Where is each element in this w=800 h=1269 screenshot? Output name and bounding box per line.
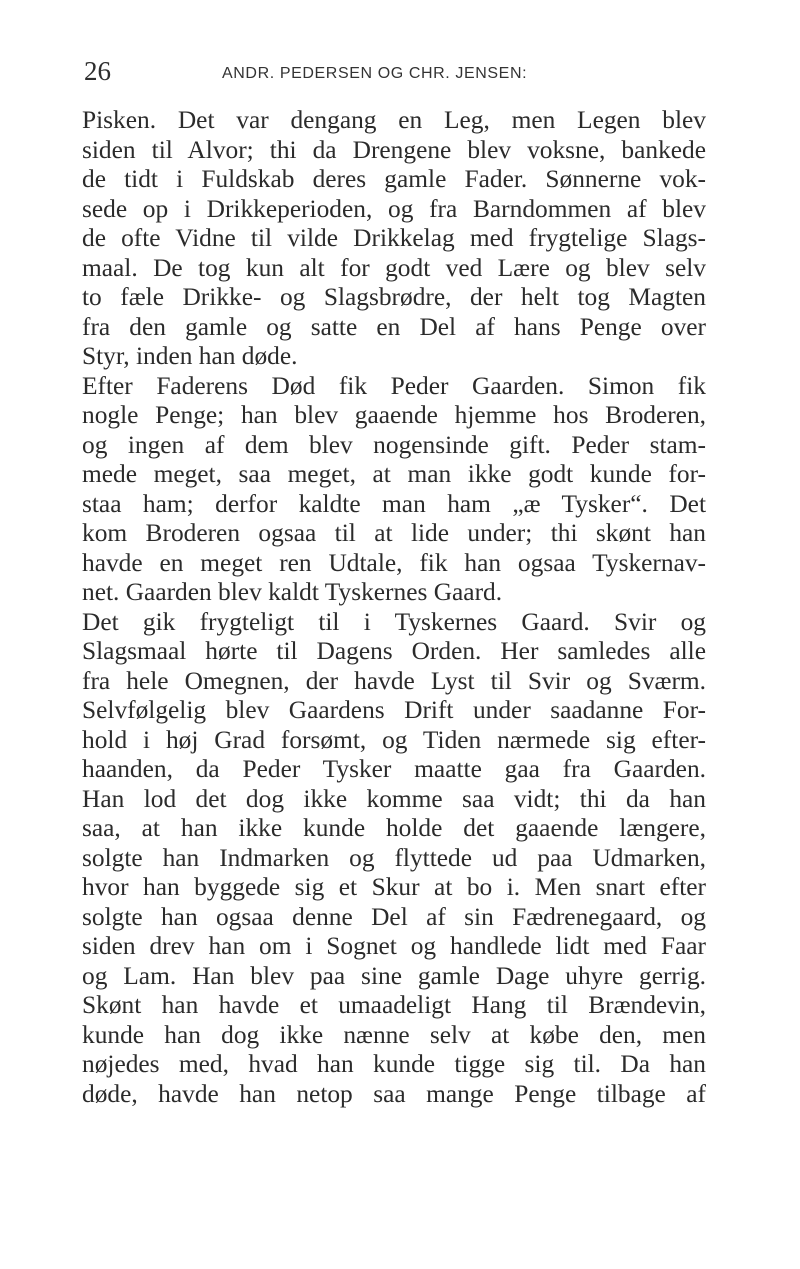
paragraph-2 [82, 372, 706, 608]
text-line: Selvfølgelig blev Gaardens Drift under saadanne For- [82, 696, 706, 724]
text-line: Slagsmaal hørte til Dagens Orden. Her samledes alle [82, 637, 706, 665]
text-line: Styr, inden han døde. [82, 342, 298, 370]
text-line: solgte han Indmarken og flyttede ud paa Udmarken, [82, 843, 706, 872]
text-line: siden drev han om i Sognet og handlede lidt med Faar [82, 932, 706, 960]
text-line: haanden, da Peder Tysker maatte gaa fra Gaarden. [82, 755, 706, 783]
running-header [84, 56, 704, 96]
text-line: døde, havde han netop saa mange Penge tilbage af [82, 1079, 706, 1108]
text-line: Han lod det dog ikke komme saa vidt; thi da han [82, 784, 706, 813]
text-line: solgte han ogsaa denne Del af sin Fædrenegaard, og [82, 902, 706, 931]
text-line: og ingen af dem blev nogensinde gift. Peder stam- [82, 430, 706, 459]
text-line: de tidt i Fuldskab deres gamle Fader. Sønnerne vok- [82, 165, 706, 193]
text-line: havde en meget ren Udtale, fik han ogsaa Tyskernav- [82, 548, 706, 577]
text-line: og Lam. Han blev paa sine gamle Dage uhyre gerrig. [82, 961, 706, 990]
text-line: kunde han dog ikke nænne selv at købe den, men [82, 1020, 706, 1049]
text-line: to fæle Drikke- og Slagsbrødre, der helt tog Magten [82, 283, 706, 311]
text-line: sede op i Drikkeperioden, og fra Barndommen af blev [82, 194, 706, 223]
text-line: siden til Alvor; thi da Drengene blev voksne, bankede [82, 135, 706, 164]
body-text [82, 106, 706, 1109]
text-line: kom Broderen ogsaa til at lide under; thi skønt han [82, 519, 706, 547]
text-line: net. Gaarden blev kaldt Tyskernes Gaard. [82, 578, 503, 606]
paragraph-1 [82, 106, 706, 372]
text-line: fra hele Omegnen, der havde Lyst til Svir og Sværm. [82, 666, 706, 695]
text-line: hold i høj Grad forsømt, og Tiden nærmede sig efter- [82, 725, 706, 754]
page-number: 26 [84, 56, 111, 86]
text-line: staa ham; derfor kaldte man ham „æ Tysker“. Det [82, 489, 706, 518]
text-line: saa, at han ikke kunde holde det gaaende længere, [82, 814, 706, 842]
text-line: maal. De tog kun alt for godt ved Lære og blev selv [82, 253, 706, 282]
text-line: nøjedes med, hvad han kunde tigge sig til. Da han [82, 1050, 706, 1078]
text-line: Skønt han havde et umaadeligt Hang til Brændevin, [82, 991, 706, 1019]
text-line: fra den gamle og satte en Del af hans Penge over [82, 312, 706, 341]
text-line: hvor han byggede sig et Skur at bo i. Men snart efter [82, 873, 706, 901]
text-line: Det gik frygteligt til i Tyskernes Gaard. Svir og [82, 607, 706, 636]
paragraph-3 [82, 608, 706, 1110]
text-line: de ofte Vidne til vilde Drikkelag med frygtelige Slags- [82, 224, 706, 252]
text-line: Efter Faderens Død fik Peder Gaarden. Simon fik [82, 371, 706, 400]
text-line: Pisken. Det var dengang en Leg, men Legen blev [82, 106, 706, 134]
text-line: mede meget, saa meget, at man ikke godt kunde for- [82, 460, 706, 488]
running-title: ANDR. PEDERSEN OG CHR. JENSEN: [222, 65, 528, 82]
text-line: nogle Penge; han blev gaaende hjemme hos Broderen, [82, 401, 706, 429]
